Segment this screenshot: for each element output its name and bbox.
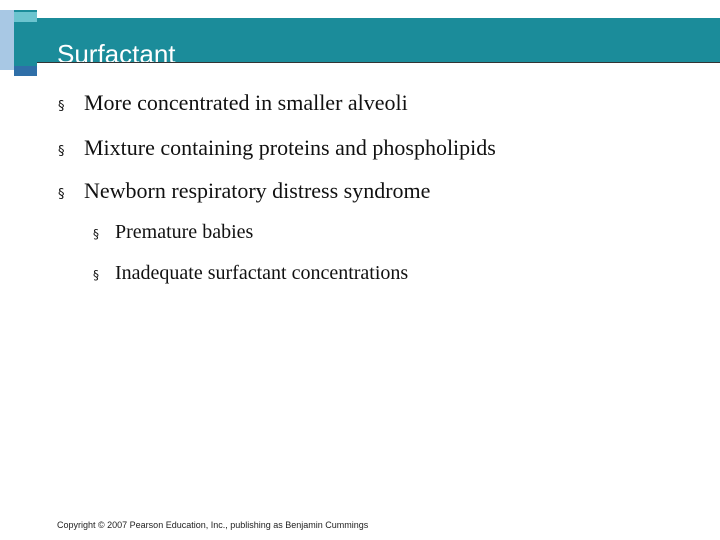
slide-title: Surfactant — [57, 39, 176, 62]
bullet-item — [58, 178, 430, 204]
sub-bullet-item — [93, 262, 408, 285]
sub-bullet-text: Premature babies — [115, 221, 254, 243]
bullet-item — [58, 90, 408, 116]
bullet-marker: § — [58, 187, 65, 202]
bullet-item — [58, 135, 496, 161]
bullet-text: Mixture containing proteins and phospholipids — [84, 135, 496, 160]
bullet-text: More concentrated in smaller alveoli — [84, 90, 408, 115]
sub-bullet-marker: § — [93, 227, 99, 241]
copyright-footer: Copyright © 2007 Pearson Education, Inc., publishing as Benjamin Cummings — [57, 520, 369, 530]
sub-bullet-marker: § — [93, 268, 99, 282]
sub-bullet-item — [93, 221, 253, 244]
bullet-marker: § — [58, 144, 65, 159]
bullet-text: Newborn respiratory distress syndrome — [84, 178, 431, 203]
sub-bullet-text: Inadequate surfactant concentrations — [115, 262, 409, 284]
bullet-marker: § — [58, 99, 65, 114]
